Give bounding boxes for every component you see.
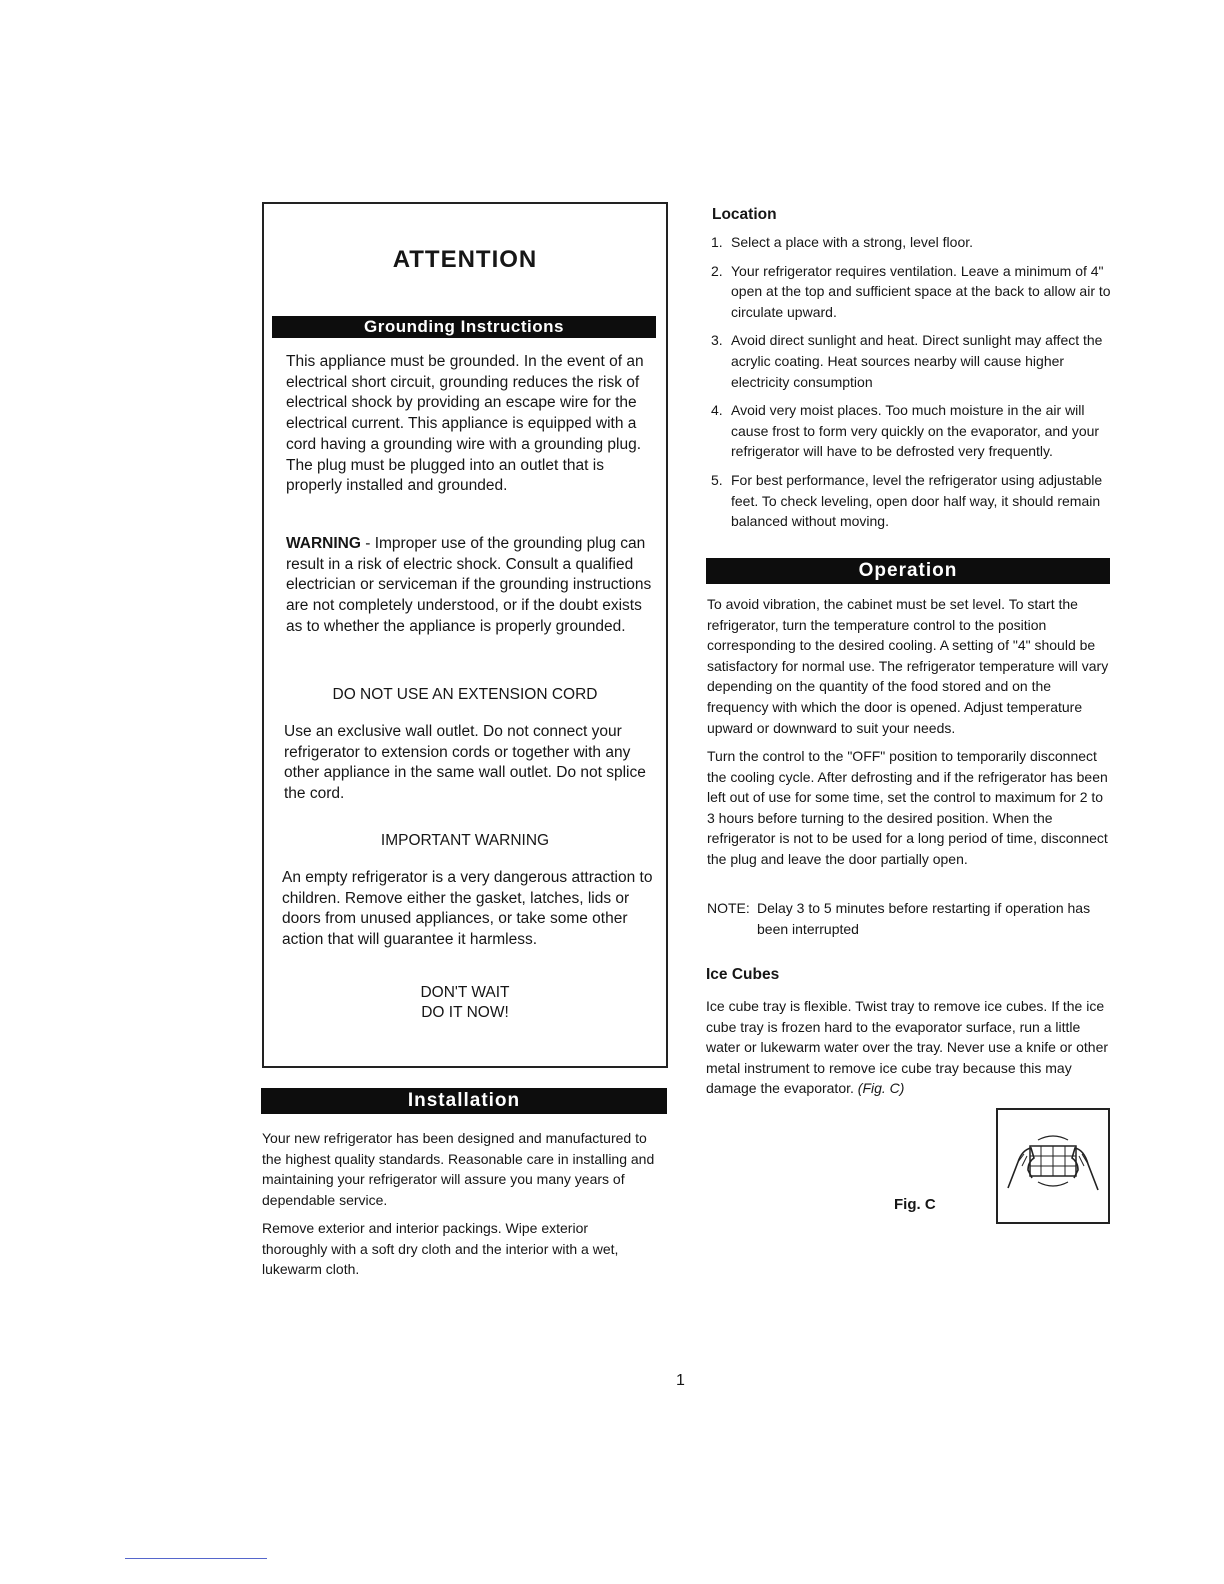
location-heading: Location xyxy=(712,206,777,223)
location-item: 1. Select a place with a strong, level floor. xyxy=(711,234,974,250)
dont-wait-text: DON'T WAIT xyxy=(420,984,510,1001)
location-item: 2. Your refrigerator requires ventilation. Leave a minimum of 4" open at the top and sufficient space at the back to allow air to circulate upward. xyxy=(711,262,1111,320)
location-item: 5. For best performance, level the refrigerator using adjustable feet. To check leveling, open door half way, it should remain balanced without moving. xyxy=(711,471,1103,530)
operation-paragraph-2: Turn the control to the "OFF" position to temporarily disconnect the cooling cycle. After defrosting and if the refrigerator has been left out of use for some time, set the control to maximum for 2 to 3 hours before turning to the desired position. When the refrigerator is not to be used for a long period of time, disconnect the plug and leave the door partially open. xyxy=(707,748,1108,867)
note-text: Delay 3 to 5 minutes before restarting if operation has been interrupted xyxy=(757,900,1091,937)
footer-rule xyxy=(125,1558,267,1559)
warning-text: - Improper use of the grounding plug can result in a risk of electric shock. Consult a qualified electrician or serviceman if the grounding instructions are not completely understood, or if the doubt exists as to whether the appliance is properly grounded. xyxy=(286,535,652,635)
attention-title: ATTENTION xyxy=(392,246,538,273)
grounding-instructions-heading: Grounding Instructions xyxy=(272,316,656,338)
note-label: NOTE: xyxy=(707,900,750,916)
ice-tray-twist-icon xyxy=(998,1110,1108,1222)
installation-paragraph-1: Your new refrigerator has been designed and manufactured to the highest quality standards. Reasonable care in installing and maintaining your refrigerator will assure you many years of dependable service. xyxy=(262,1130,655,1208)
important-warning-heading: IMPORTANT WARNING xyxy=(380,832,550,849)
location-list xyxy=(711,232,1111,540)
ice-cubes-heading: Ice Cubes xyxy=(706,966,780,983)
location-item: 4. Avoid very moist places. Too much moisture in the air will cause frost to form very quickly on the evaporator, and your refrigerator will have to be defrosted very frequently. xyxy=(711,402,1100,460)
warning-label: WARNING xyxy=(286,535,361,552)
operation-heading: Operation xyxy=(706,558,1110,584)
extension-cord-paragraph: Use an exclusive wall outlet. Do not connect your refrigerator to extension cords or together with any other appliance in the same wall outlet. Do not splice the cord. xyxy=(284,723,646,803)
installation-paragraph-2: Remove exterior and interior packings. Wipe exterior thoroughly with a soft dry cloth and the interior with a wet, lukewarm cloth. xyxy=(262,1220,619,1278)
important-warning-paragraph: An empty refrigerator is a very dangerous attraction to children. Remove either the gasket, latches, lids or doors from unused appliances, or take some other action that will guarantee it harmless. xyxy=(282,869,653,949)
warning-paragraph xyxy=(286,534,660,638)
attention-box xyxy=(262,202,668,1068)
operation-note xyxy=(707,898,1109,939)
do-it-now-text: DO IT NOW! xyxy=(421,1004,509,1021)
figure-c-box xyxy=(996,1108,1110,1224)
ice-cubes-paragraph: Ice cube tray is flexible. Twist tray to remove ice cubes. If the ice cube tray is frozen hard to the evaporator surface, run a little water or lukewarm water over the tray. Never use a knife or other metal instrument to remove ice cube tray because this may damage the evaporator. (Fig. C) xyxy=(706,998,1109,1097)
location-item: 3. Avoid direct sunlight and heat. Direct sunlight may affect the acrylic coating. Heat sources nearby will cause higher electricity consumption xyxy=(711,332,1103,390)
fig-reference: (Fig. C) xyxy=(857,1080,905,1097)
grounding-paragraph: This appliance must be grounded. In the event of an electrical short circuit, grounding reduces the risk of electrical shock by providing an escape wire for the electrical current. This appliance is equipped with a cord having a grounding wire with a grounding plug. The plug must be plugged into an outlet that is properly installed and grounded. xyxy=(286,353,644,495)
operation-paragraph-1: To avoid vibration, the cabinet must be set level. To start the refrigerator, turn the temperature control to the position corresponding to the desired cooling. A setting of "4" should be satisfactory for normal use. The refrigerator temperature will vary depending on the quantity of the food stored and on the frequency with which the door is opened. Adjust temperature upward or downward to suit your needs. xyxy=(707,596,1109,736)
installation-heading: Installation xyxy=(261,1088,667,1114)
extension-cord-heading: DO NOT USE AN EXTENSION CORD xyxy=(332,686,598,703)
page-number: 1 xyxy=(676,1372,685,1389)
figure-c-label: Fig. C xyxy=(894,1196,936,1213)
